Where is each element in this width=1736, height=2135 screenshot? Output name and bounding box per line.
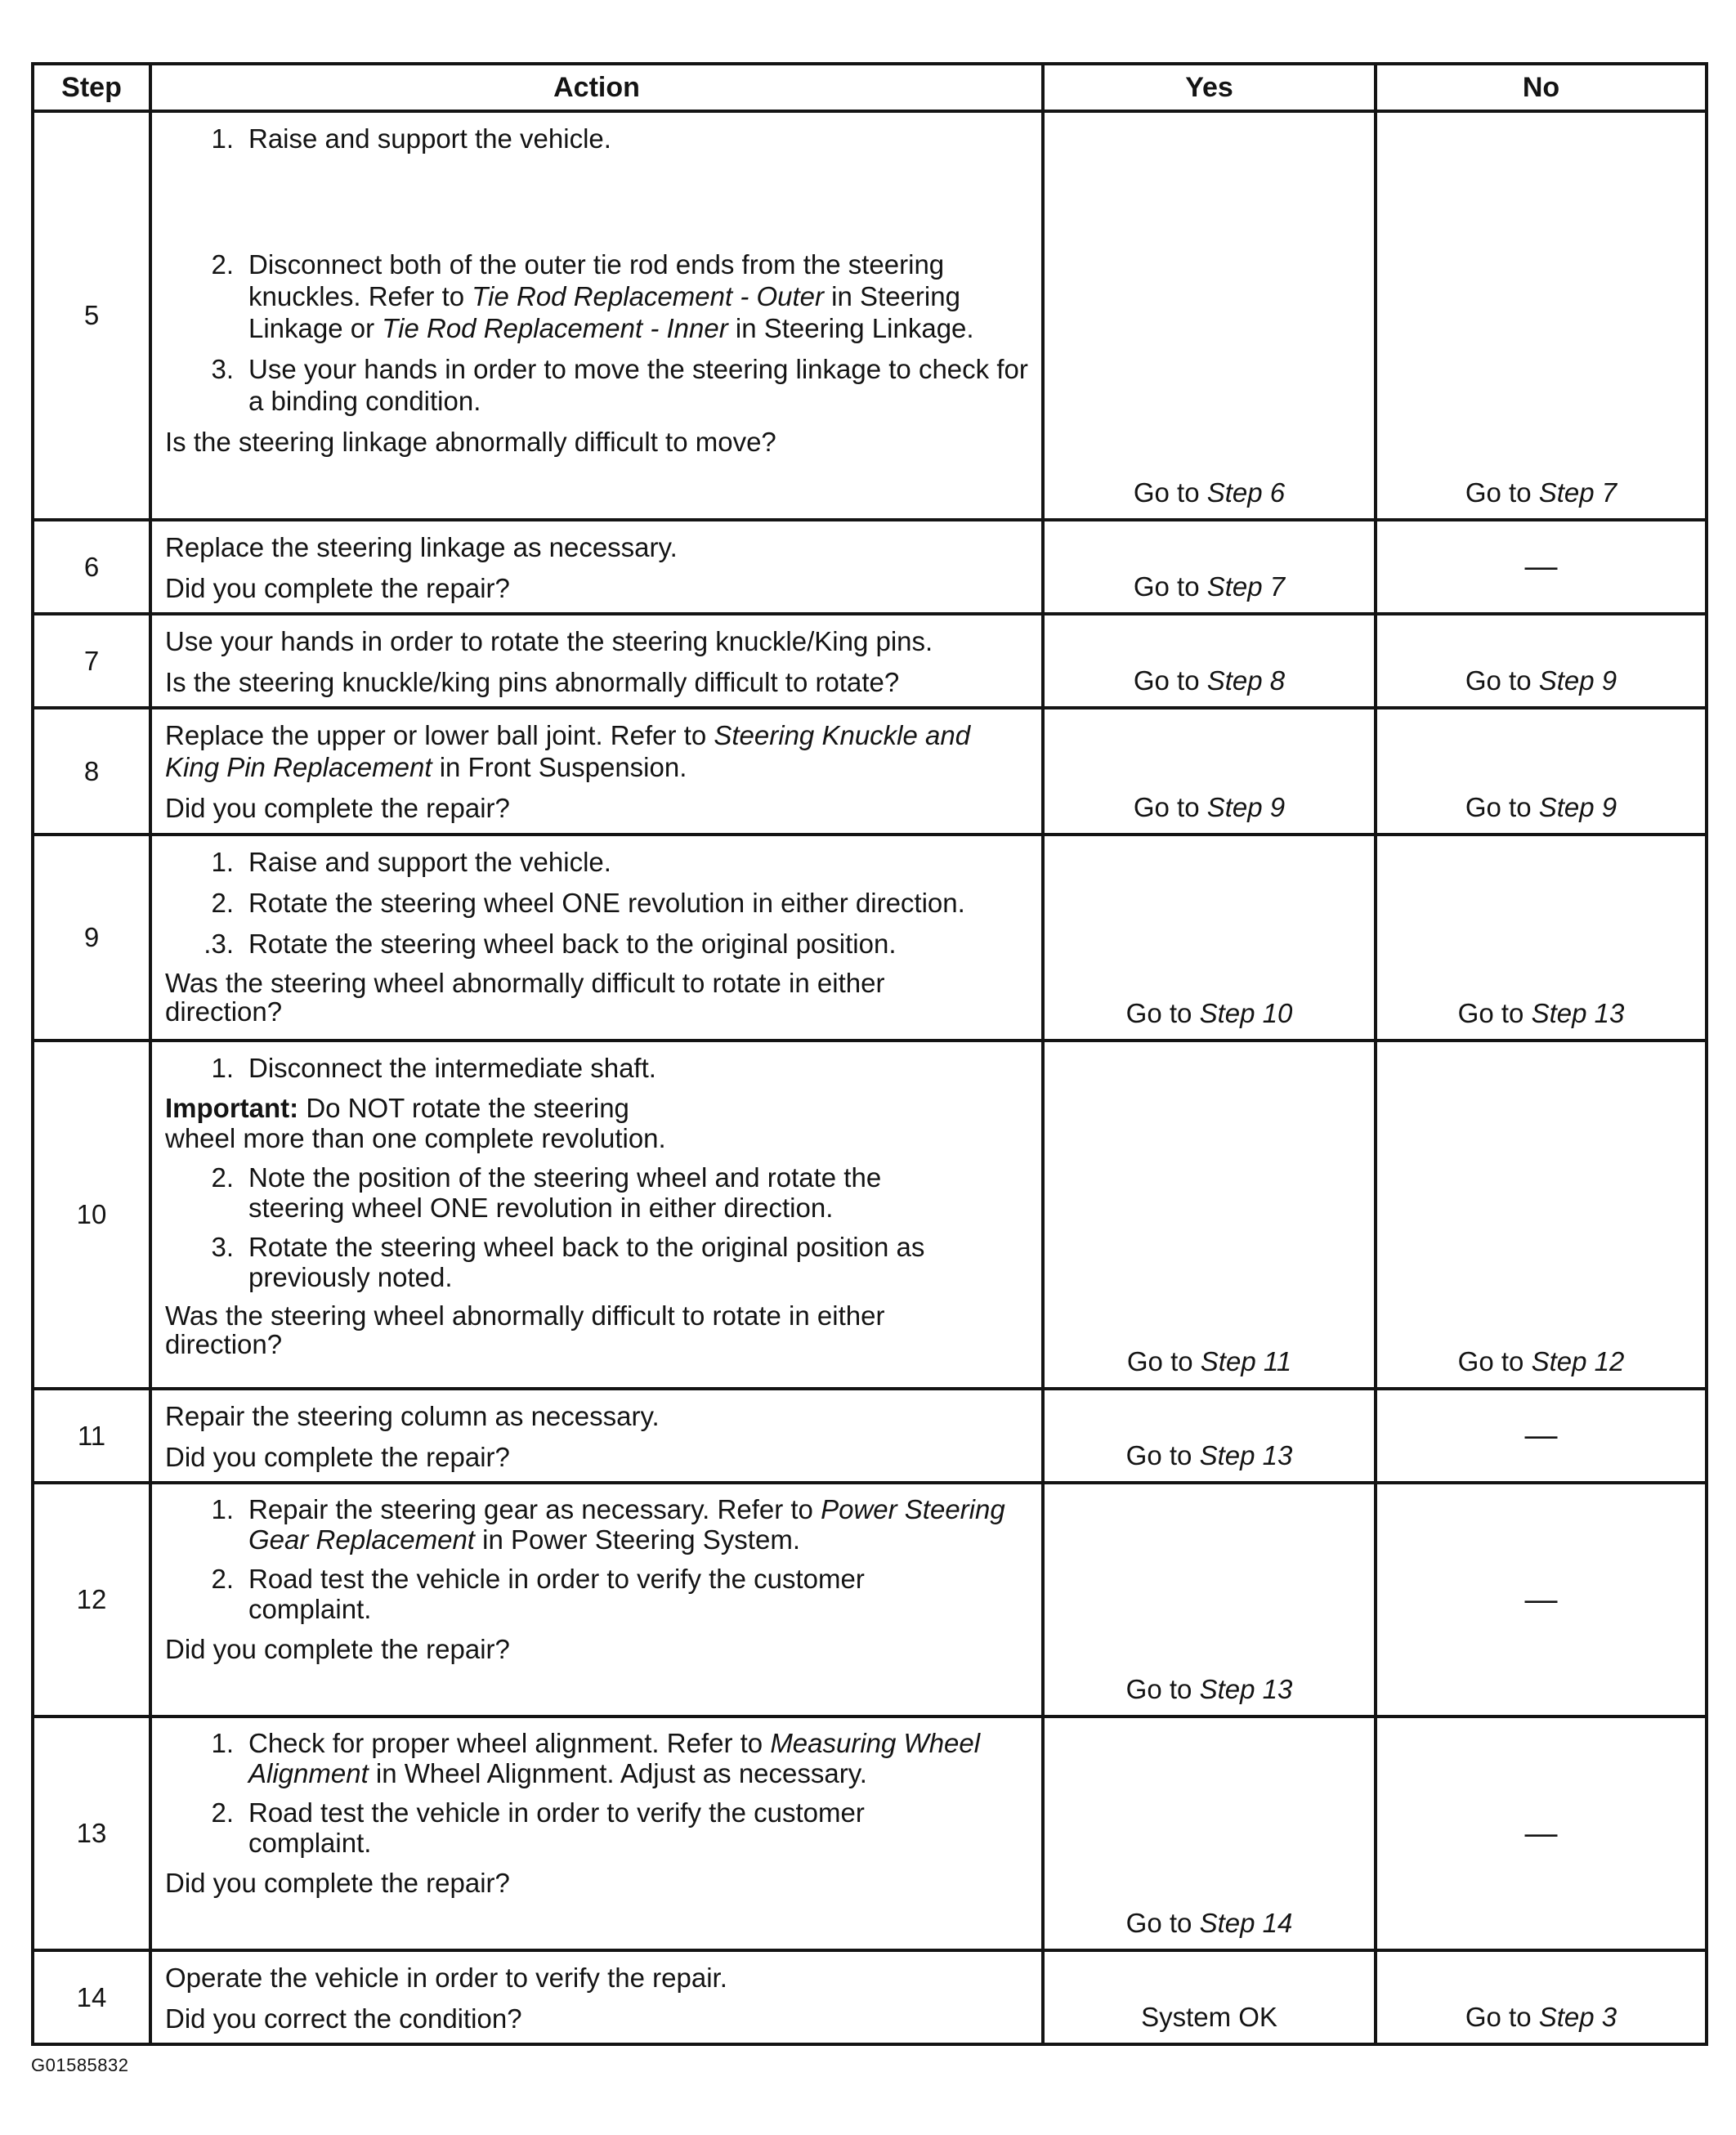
- yes-cell: Go to Step 13: [1043, 1389, 1376, 1483]
- question: Did you complete the repair?: [165, 1868, 510, 1898]
- step-ref: Step 12: [1531, 1346, 1625, 1376]
- step-number: 7: [33, 614, 150, 708]
- table-row-step-13: [33, 1717, 1707, 1950]
- item-text: Disconnect both of the outer tie rod ends from the steering knuckles. Refer to Tie Rod Replacement - Outer in Steering Linkage or Tie Rod Replacement - Inner in Steering Linkage.: [248, 249, 974, 343]
- yes-cell: Go to Step 10: [1043, 835, 1376, 1041]
- list-item: [165, 928, 1030, 960]
- step-ref: Step 7: [1206, 571, 1286, 602]
- question: Did you complete the repair?: [165, 793, 510, 823]
- no-cell-dash: —: [1376, 1717, 1707, 1950]
- step-number: 8: [33, 708, 150, 835]
- step-ref: Step 11: [1200, 1346, 1292, 1376]
- item-text: Repair the steering gear as necessary. Refer to Power Steering Gear Replacement in Power Steering System.: [248, 1494, 1005, 1555]
- list-item: [165, 1728, 1030, 1788]
- question: Did you complete the repair?: [165, 1634, 510, 1664]
- item-text: Road test the vehicle in order to verify the customer complaint.: [248, 1564, 865, 1624]
- step-ref: Step 8: [1206, 665, 1286, 696]
- table-row-step-11: [33, 1389, 1707, 1483]
- question: Was the steering wheel abnormally difficult to rotate in either direction?: [165, 968, 885, 1027]
- yes-cell: Go to Step 8: [1043, 614, 1376, 708]
- item-text: Note the position of the steering wheel and rotate the steering wheel ONE revolution in either direction.: [248, 1162, 882, 1223]
- item-text: Check for proper wheel alignment. Refer to Measuring Wheel Alignment in Wheel Alignment. Adjust as necessary.: [248, 1728, 981, 1788]
- item-number: 3.: [211, 1232, 234, 1262]
- reference-link: Tie Rod Replacement - Inner: [382, 313, 728, 343]
- step-number: 11: [33, 1389, 150, 1483]
- step-ref: Step 9: [1538, 792, 1617, 822]
- list-item: [165, 1797, 1030, 1858]
- step-number: 12: [33, 1483, 150, 1717]
- no-cell: Go to Step 9: [1376, 614, 1707, 708]
- yes-cell: Go to Step 13: [1043, 1483, 1376, 1717]
- no-cell: Go to Step 12: [1376, 1041, 1707, 1389]
- table-row-step-6: [33, 520, 1707, 614]
- list-item: [165, 1162, 1030, 1223]
- action-cell: [150, 520, 1043, 614]
- step-ref: Step 10: [1199, 998, 1293, 1028]
- step-ref: Step 9: [1206, 792, 1286, 822]
- list-item: [165, 1232, 1030, 1292]
- item-number: 2.: [211, 1564, 234, 1594]
- item-number: 1.: [211, 1728, 234, 1758]
- item-text: Rotate the steering wheel ONE revolution in either direction.: [248, 888, 965, 918]
- action-cell: [150, 1389, 1043, 1483]
- yes-cell: Go to Step 7: [1043, 520, 1376, 614]
- yes-cell: Go to Step 11: [1043, 1041, 1376, 1389]
- step-number: 5: [33, 111, 150, 520]
- reference-link: Power Steering Gear Replacement: [248, 1494, 1005, 1555]
- no-cell-dash: —: [1376, 1483, 1707, 1717]
- question: Did you correct the condition?: [165, 2003, 522, 2034]
- item-number: 1.: [211, 1053, 234, 1083]
- item-number: 1.: [211, 847, 234, 877]
- item-text: Rotate the steering wheel back to the original position as previously noted.: [248, 1232, 925, 1292]
- action-cell: [150, 1483, 1043, 1717]
- action-cell: [150, 1717, 1043, 1950]
- no-cell-dash: —: [1376, 1389, 1707, 1483]
- no-cell: Go to Step 3: [1376, 1950, 1707, 2044]
- list-item: [165, 248, 1030, 344]
- list-item: [165, 887, 1030, 919]
- step-ref: Step 13: [1531, 998, 1625, 1028]
- item-text: Disconnect the intermediate shaft.: [248, 1053, 656, 1083]
- no-cell: Go to Step 13: [1376, 835, 1707, 1041]
- table-row-step-7: [33, 614, 1707, 708]
- header-step: Step: [33, 64, 150, 111]
- action-text: Replace the steering linkage as necessary.: [165, 532, 678, 562]
- item-number: 2.: [211, 249, 234, 280]
- header-row: [33, 64, 1707, 111]
- action-text: Replace the upper or lower ball joint. Refer to Steering Knuckle and King Pin Replacement in Front Suspension.: [165, 720, 971, 782]
- list-item: [165, 353, 1030, 417]
- step-number: 13: [33, 1717, 150, 1950]
- reference-link: Tie Rod Replacement - Outer: [472, 281, 825, 311]
- step-number: 9: [33, 835, 150, 1041]
- yes-cell: Go to Step 9: [1043, 708, 1376, 835]
- item-number: .3.: [204, 929, 234, 959]
- item-text: Use your hands in order to move the steering linkage to check for a binding condition.: [248, 354, 1028, 416]
- reference-link: Steering Knuckle and King Pin Replacement: [165, 720, 971, 782]
- action-text: Repair the steering column as necessary.: [165, 1401, 660, 1431]
- step-ref: Step 9: [1538, 665, 1617, 696]
- list-item: [165, 846, 1030, 878]
- list-item: [165, 123, 1030, 154]
- header-yes: Yes: [1043, 64, 1376, 111]
- step-ref: Step 6: [1206, 477, 1286, 508]
- list-item: [165, 1564, 1030, 1624]
- table-row-step-8: [33, 708, 1707, 835]
- step-number: 10: [33, 1041, 150, 1389]
- step-ref: Step 7: [1538, 477, 1617, 508]
- no-cell-dash: —: [1376, 520, 1707, 614]
- item-number: 2.: [211, 1797, 234, 1828]
- list-item: [165, 1494, 1030, 1555]
- table-row-step-9: [33, 835, 1707, 1041]
- step-number: 14: [33, 1950, 150, 2044]
- question: Did you complete the repair?: [165, 573, 510, 603]
- important-label: Important:: [165, 1093, 299, 1123]
- item-text: Raise and support the vehicle.: [248, 847, 611, 877]
- step-ref: Step 13: [1199, 1674, 1293, 1704]
- yes-cell: Go to Step 6: [1043, 111, 1376, 520]
- item-text: Raise and support the vehicle.: [248, 123, 611, 154]
- action-cell: [150, 1041, 1043, 1389]
- no-cell: Go to Step 7: [1376, 111, 1707, 520]
- question: Was the steering wheel abnormally difficult to rotate in either direction?: [165, 1300, 885, 1359]
- table-row-step-10: [33, 1041, 1707, 1389]
- item-text: Road test the vehicle in order to verify the customer complaint.: [248, 1797, 865, 1858]
- reference-link: Measuring Wheel Alignment: [248, 1728, 981, 1788]
- item-number: 1.: [211, 123, 234, 154]
- table-row-step-5: [33, 111, 1707, 520]
- action-text: Use your hands in order to rotate the steering knuckle/King pins.: [165, 626, 933, 656]
- question: Did you complete the repair?: [165, 1442, 510, 1472]
- no-cell: Go to Step 9: [1376, 708, 1707, 835]
- step-number: 6: [33, 520, 150, 614]
- step-ref: Step 13: [1199, 1440, 1293, 1470]
- action-cell: [150, 708, 1043, 835]
- item-number: 2.: [211, 888, 234, 918]
- figure-id: G01585832: [31, 2055, 129, 2075]
- table-row-step-12: [33, 1483, 1707, 1717]
- action-cell: [150, 111, 1043, 520]
- yes-cell: System OK: [1043, 1950, 1376, 2044]
- item-number: 1.: [211, 1494, 234, 1524]
- item-text: Rotate the steering wheel back to the original position.: [248, 929, 897, 959]
- list-item: [165, 1052, 1030, 1084]
- yes-cell: Go to Step 14: [1043, 1717, 1376, 1950]
- table-row-step-14: [33, 1950, 1707, 2044]
- question: Is the steering linkage abnormally difficult to move?: [165, 427, 776, 457]
- item-number: 2.: [211, 1162, 234, 1193]
- action-cell: [150, 1950, 1043, 2044]
- action-cell: [150, 614, 1043, 708]
- step-ref: Step 3: [1538, 2002, 1617, 2032]
- header-action: Action: [150, 64, 1043, 111]
- action-cell: [150, 835, 1043, 1041]
- question: Is the steering knuckle/king pins abnormally difficult to rotate?: [165, 667, 900, 697]
- diagnostic-table: [31, 62, 1708, 2046]
- header-no: No: [1376, 64, 1707, 111]
- item-number: 3.: [211, 354, 234, 384]
- step-ref: Step 14: [1199, 1908, 1293, 1938]
- important-note: Important: Do NOT rotate the steering wheel more than one complete revolution.: [165, 1093, 666, 1153]
- action-text: Operate the vehicle in order to verify the repair.: [165, 1963, 727, 1993]
